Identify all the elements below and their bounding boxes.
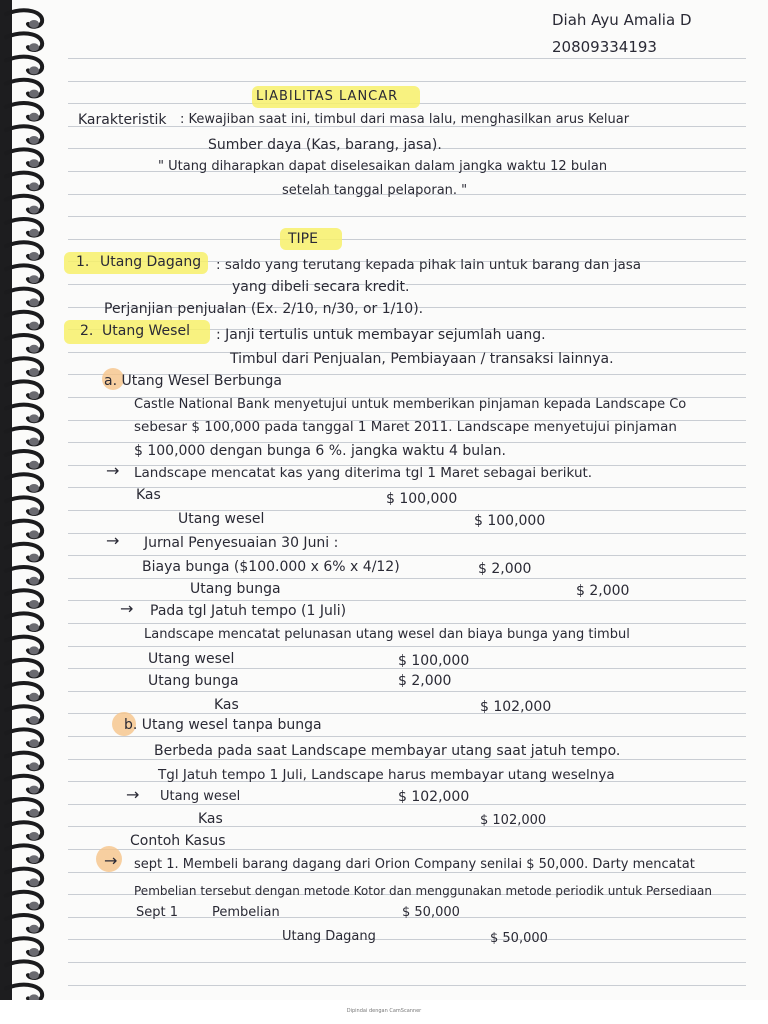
punch-hole <box>29 832 39 840</box>
contoh-title: Contoh Kasus <box>130 833 226 849</box>
punch-hole <box>29 229 39 237</box>
j1-text: Landscape mencatat kas yang diterima tgl 1 Maret sebagai berikut. <box>134 465 593 481</box>
section-a-p1: Castle National Bank menyetujui untuk memberikan pinjaman kepada Landscape Co <box>134 397 687 412</box>
j2-r2-account: Utang bunga <box>190 581 281 597</box>
karakteristik-quote1: " Utang diharapkan dapat diselesaikan dalam jangka waktu 12 bulan <box>158 159 608 174</box>
punch-hole <box>29 716 39 724</box>
karakteristik-line1: : Kewajiban saat ini, timbul dari masa lalu, menghasilkan arus Keluar <box>180 112 630 127</box>
rule-line <box>68 58 746 59</box>
rule-line <box>68 691 746 692</box>
utang-dagang-desc2: yang dibeli secara kredit. <box>232 279 410 295</box>
tipe-heading: TIPE <box>288 231 318 247</box>
rule-line <box>68 510 746 511</box>
punch-hole <box>29 577 39 585</box>
rule-line <box>68 939 746 940</box>
utang-dagang-label: Utang Dagang <box>100 254 202 270</box>
punch-hole <box>29 43 39 51</box>
utang-wesel-desc2: Timbul dari Penjualan, Pembiayaan / transaksi lainnya. <box>230 351 614 367</box>
spiral-binding <box>0 0 52 1000</box>
rule-line <box>68 646 746 647</box>
rule-line <box>68 487 746 488</box>
contoh-r1-date: Sept 1 <box>136 905 179 920</box>
punch-hole <box>29 693 39 701</box>
punch-hole <box>29 600 39 608</box>
j3-arrow-icon: → <box>120 599 134 618</box>
punch-hole <box>29 438 39 446</box>
rule-line <box>68 239 746 240</box>
j2-arrow-icon: → <box>106 531 120 550</box>
j3-desc: Landscape mencatat pelunasan utang wesel dan biaya bunga yang timbul <box>144 627 630 642</box>
punch-hole <box>29 461 39 469</box>
punch-hole <box>29 298 39 306</box>
punch-hole <box>29 182 39 190</box>
j3-r3-amount: $ 102,000 <box>480 699 552 715</box>
punch-hole <box>29 20 39 28</box>
rule-line <box>68 216 746 217</box>
rule-line <box>68 600 746 601</box>
b-r1-amount: $ 102,000 <box>398 789 470 805</box>
punch-hole <box>29 623 39 631</box>
contoh-line1: sept 1. Membeli barang dagang dari Orion Company senilai $ 50,000. Darty mencatat <box>134 857 695 872</box>
page-title: LIABILITAS LANCAR <box>256 89 399 104</box>
punch-hole <box>29 855 39 863</box>
b-r2-account: Kas <box>198 811 223 827</box>
j3-text: Pada tgl Jatuh tempo (1 Juli) <box>150 603 347 619</box>
rule-line <box>68 555 746 556</box>
punch-hole <box>29 554 39 562</box>
utang-dagang-number: 1. <box>76 254 90 270</box>
punch-hole <box>29 368 39 376</box>
rule-line <box>68 826 746 827</box>
rule-line <box>68 736 746 737</box>
j2-text: Jurnal Penyesuaian 30 Juni : <box>144 535 339 551</box>
j3-r2-amount: $ 2,000 <box>398 673 452 689</box>
karakteristik-line2: Sumber daya (Kas, barang, jasa). <box>208 137 442 153</box>
punch-hole <box>29 902 39 910</box>
punch-hole <box>29 484 39 492</box>
section-b-p1: Berbeda pada saat Landscape membayar utang saat jatuh tempo. <box>154 743 621 759</box>
utang-wesel-desc1: : Janji tertulis untuk membayar sejumlah uang. <box>216 327 546 343</box>
scanner-watermark: Dipindai dengan CamScanner <box>346 1008 422 1014</box>
section-a-p3: $ 100,000 dengan bunga 6 %. jangka waktu 4 bulan. <box>134 443 506 459</box>
contoh-r2-account: Utang Dagang <box>282 929 376 944</box>
b-r1-account: Utang wesel <box>160 789 241 804</box>
j2-r2-amount: $ 2,000 <box>576 583 630 599</box>
contoh-r1-account: Pembelian <box>212 905 280 920</box>
b-r2-amount: $ 102,000 <box>480 813 547 828</box>
punch-hole <box>29 275 39 283</box>
section-a-p2: sebesar $ 100,000 pada tanggal 1 Maret 2011. Landscape menyetujui pinjaman <box>134 419 677 435</box>
punch-hole <box>29 252 39 260</box>
section-b-p2: Tgl Jatuh tempo 1 Juli, Landscape harus membayar utang weselnya <box>158 767 615 783</box>
karakteristik-quote2: setelah tanggal pelaporan. " <box>282 183 468 198</box>
punch-hole <box>29 391 39 399</box>
j2-r1-account: Biaya bunga ($100.000 x 6% x 4/12) <box>142 559 400 575</box>
utang-dagang-desc1: : saldo yang terutang kepada pihak lain untuk barang dan jasa <box>216 257 642 273</box>
punch-hole <box>29 530 39 538</box>
contoh-r2-amount: $ 50,000 <box>490 931 548 946</box>
section-b-title: b. Utang wesel tanpa bunga <box>124 717 322 733</box>
punch-hole <box>29 507 39 515</box>
punch-hole <box>29 925 39 933</box>
punch-hole <box>29 136 39 144</box>
contoh-r1-amount: $ 50,000 <box>402 905 460 920</box>
j1-r2-amount: $ 100,000 <box>474 513 546 529</box>
student-name: Diah Ayu Amalia D <box>552 11 692 29</box>
perjanjian-penjualan: Perjanjian penjualan (Ex. 2/10, n/30, or 1/10). <box>104 301 424 317</box>
contoh-line2: Pembelian tersebut dengan metode Kotor dan menggunakan metode periodik untuk Persediaan <box>134 884 713 898</box>
contoh-arrow-icon: → <box>104 851 118 870</box>
punch-hole <box>29 971 39 979</box>
j3-r3-account: Kas <box>214 697 239 713</box>
punch-hole <box>29 786 39 794</box>
j3-r1-amount: $ 100,000 <box>398 653 470 669</box>
j1-arrow-icon: → <box>106 461 120 480</box>
j3-r2-account: Utang bunga <box>148 673 239 689</box>
j3-r1-account: Utang wesel <box>148 651 235 667</box>
rule-line <box>68 578 746 579</box>
student-id: 20809334193 <box>552 38 657 56</box>
rule-line <box>68 962 746 963</box>
punch-hole <box>29 762 39 770</box>
punch-hole <box>29 345 39 353</box>
punch-hole <box>29 670 39 678</box>
karakteristik-label: Karakteristik <box>78 112 167 128</box>
rule-line <box>68 985 746 986</box>
punch-hole <box>29 739 39 747</box>
b-r1-arrow-icon: → <box>126 785 140 804</box>
punch-hole <box>29 206 39 214</box>
punch-hole <box>29 646 39 654</box>
j1-r1-amount: $ 100,000 <box>386 491 458 507</box>
rule-line <box>68 713 746 714</box>
punch-hole <box>29 159 39 167</box>
punch-hole <box>29 948 39 956</box>
punch-hole <box>29 322 39 330</box>
punch-hole <box>29 878 39 886</box>
punch-hole <box>29 414 39 422</box>
punch-hole <box>29 113 39 121</box>
j1-r1-account: Kas <box>136 487 161 503</box>
rule-line <box>68 623 746 624</box>
utang-wesel-label: Utang Wesel <box>102 323 190 339</box>
utang-wesel-number: 2. <box>80 323 94 339</box>
punch-hole <box>29 809 39 817</box>
rule-line <box>68 81 746 82</box>
punch-hole <box>29 90 39 98</box>
punch-hole <box>29 66 39 74</box>
section-a-title: a. Utang Wesel Berbunga <box>104 373 282 389</box>
j2-r1-amount: $ 2,000 <box>478 561 532 577</box>
j1-r2-account: Utang wesel <box>178 511 265 527</box>
